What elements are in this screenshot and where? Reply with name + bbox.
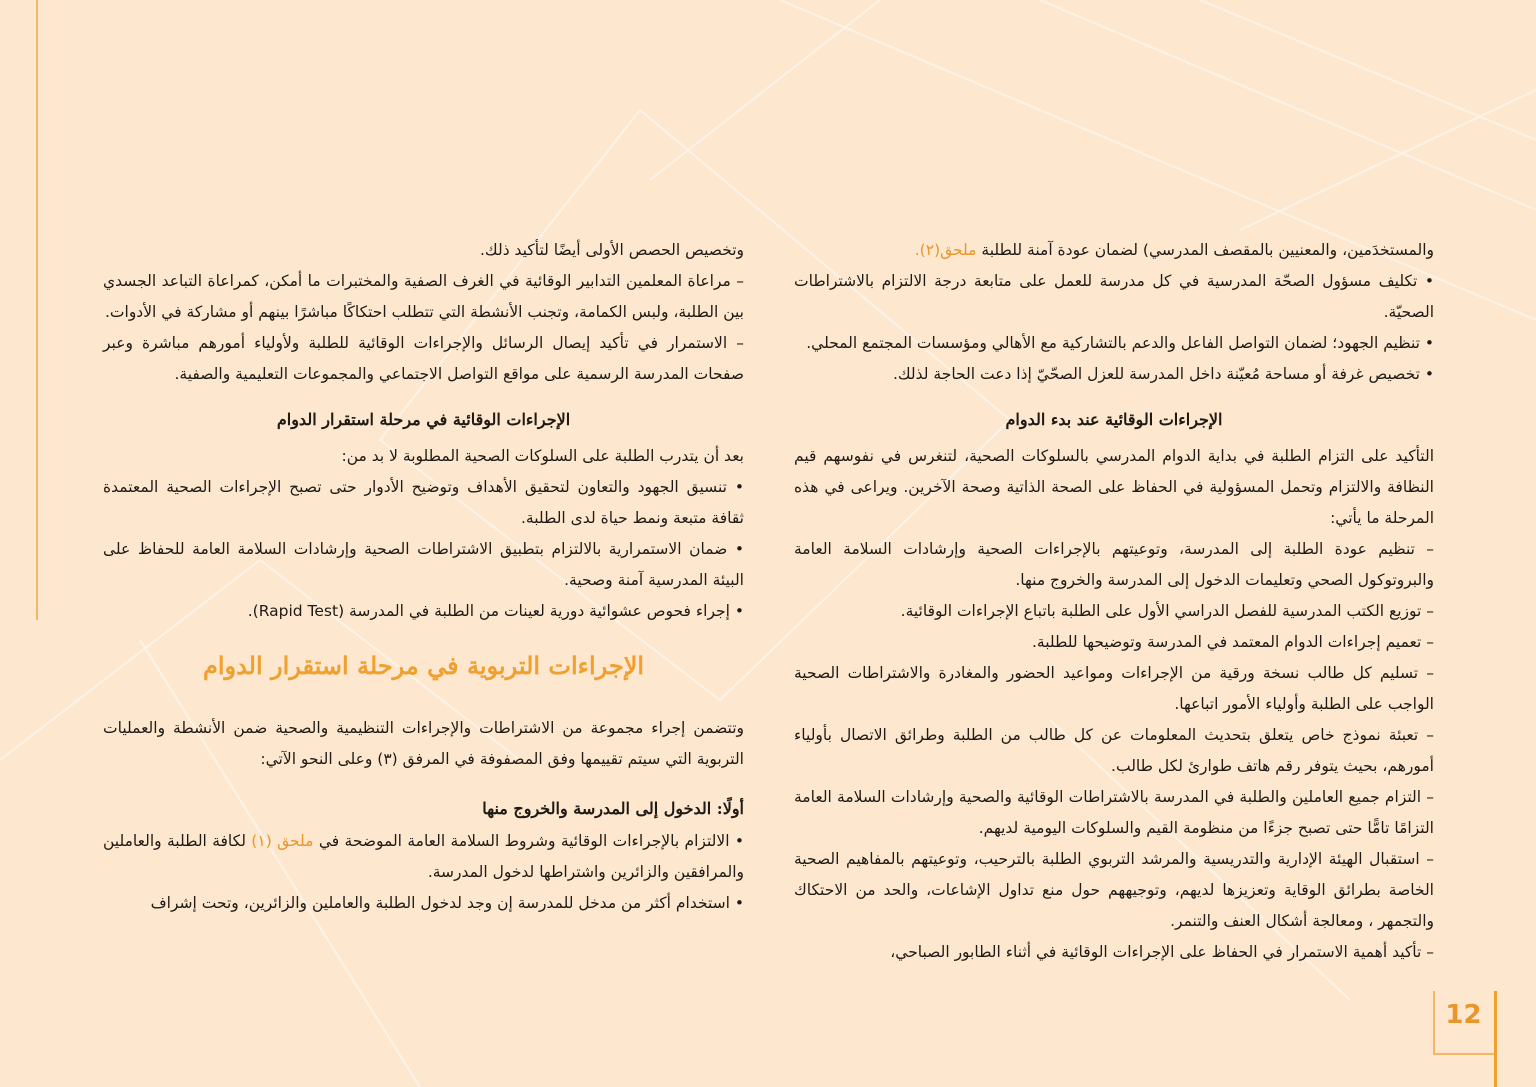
- dash-item-3: – تعميم إجراءات الدوام المعتمد في المدرسة وتوضيحها للطلبة.: [1031, 633, 1434, 651]
- entry-bullet-1-post: لكافة الطلبة والعاملين والمرافقين والزائرين واشتراطها لدخول المدرسة.: [103, 832, 744, 881]
- left-dash-item-1: – مراعاة المعلمين التدابير الوقائية في الغرف الصفية والمختبرات ما أمكن، كمراعاة التباعد الجسدي بين الطلبة، ولبس الكمامة، وتجنب الأنشطة التي تتطلب احتكاكًا مباشرًا بينهم أو مشاركة في الأدوات.: [103, 272, 744, 321]
- heading-entry-exit: أولًا: الدخول إلى المدرسة والخروج منها: [482, 799, 744, 818]
- dash-item-4: – تسليم كل طالب نسخة ورقية من الإجراءات ومواعيد الحضور والمغادرة والاشتراطات الصحية الواجب على الطلبة وأولياء الأمور اتباعها.: [794, 664, 1434, 713]
- left-bullet-1: • تنسيق الجهود والتعاون لتحقيق الأهداف وتوضيح الأدوار حتى تصبح الإجراءات الصحية المعتمدة ثقافة متبعة ونمط حياة لدى الطلبة.: [103, 478, 744, 527]
- right-column: [794, 235, 1434, 968]
- entry-bullet-1-pre: • الالتزام بالإجراءات الوقائية وشروط السلامة العامة الموضحة في: [313, 832, 745, 850]
- annex-2-link[interactable]: ملحق(٢).: [914, 241, 977, 259]
- bullet-organize-efforts: • تنظيم الجهود؛ لضمان التواصل الفاعل والدعم بالتشاركية مع الأهالي ومؤسسات المجتمع المحلي.: [806, 334, 1434, 352]
- bullet-health-officer: • تكليف مسؤول الصحّة المدرسية في كل مدرسة للعمل على متابعة درجة الالتزام بالاشتراطات الصحيّة.: [794, 272, 1434, 321]
- dash-item-6: – التزام جميع العاملين والطلبة في المدرسة بالاشتراطات الوقائية والصحية وإرشادات السلامة العامة التزامًا تامًّا حتى تصبح جزءًا من منظومة القيم والسلوكات اليومية لديهم.: [794, 788, 1434, 837]
- bullet-isolation-room: • تخصيص غرفة أو مساحة مُعيّنة داخل المدرسة للعزل الصحّيّ إذا دعت الحاجة لذلك.: [892, 365, 1434, 383]
- page-edge-bar: [1494, 991, 1497, 1087]
- annex-1-link[interactable]: ملحق (١): [251, 832, 314, 850]
- intro-start-of-school: التأكيد على التزام الطلبة في بداية الدوام المدرسي بالسلوكات الصحية، لتنغرس في نفوسهم قيم النظافة والالتزام وتحمل المسؤولية في الحفاظ على الصحة الذاتية وصحة الآخرين. ويراعى في هذه المرحلة ما يأتي:: [794, 447, 1434, 527]
- dash-item-7: – استقبال الهيئة الإدارية والتدريسية والمرشد التربوي الطلبة بالترحيب، وتوعيتهم بالمفاهيم الصحية الخاصة بطرائق الوقاية وتعزيزها لديهم، وتوجيههم حول منع تداول الإشاعات، والحد من الاحتكاك والتجمهر ، ومعالجة أشكال العنف والتنمر.: [794, 850, 1434, 930]
- right-paragraph-1: [794, 235, 1434, 266]
- right-p1-text: والمستخدَمين، والمعنيين بالمقصف المدرسي) لضمان عودة آمنة للطلبة: [976, 241, 1434, 259]
- entry-bullet-1: [103, 826, 744, 888]
- heading-start-of-school: الإجراءات الوقائية عند بدء الدوام: [1005, 410, 1223, 429]
- left-column: [103, 235, 744, 919]
- dash-item-1: – تنظيم عودة الطلبة إلى المدرسة، وتوعيتهم بالإجراءات الصحية وإرشادات السلامة العامة والبروتوكول الصحي وتعليمات الدخول إلى المدرسة والخروج منها.: [794, 540, 1434, 589]
- dash-item-2: – توزيع الكتب المدرسية للفصل الدراسي الأول على الطلبة باتباع الإجراءات الوقائية.: [900, 602, 1434, 620]
- intro-stable-phase: بعد أن يتدرب الطلبة على السلوكات الصحية المطلوبة لا بد من:: [341, 447, 744, 465]
- heading-stable-phase: الإجراءات الوقائية في مرحلة استقرار الدوام: [276, 410, 571, 429]
- left-line-1: وتخصيص الحصص الأولى أيضًا لتأكيد ذلك.: [480, 241, 744, 259]
- left-bullet-2: • ضمان الاستمرارية بالالتزام بتطبيق الاشتراطات الصحية وإرشادات السلامة العامة للحفاظ على البيئة المدرسية آمنة وصحية.: [103, 540, 744, 589]
- educational-intro: وتتضمن إجراء مجموعة من الاشتراطات والإجراءات التنظيمية والصحية ضمن الأنشطة والعمليات التربوية التي سيتم تقييمها وفق المصفوفة في المرفق (٣) وعلى النحو الآتي:: [103, 719, 744, 768]
- page-number: 12: [1445, 1000, 1482, 1030]
- dash-item-5: – تعبئة نموذج خاص يتعلق بتحديث المعلومات عن كل طالب من الطلبة وطرائق الاتصال بأولياء أمورهم، بحيث يتوفر رقم هاتف طوارئ لكل طالب.: [794, 726, 1434, 775]
- left-bullet-3: • إجراء فحوص عشوائية دورية لعينات من الطلبة في المدرسة (Rapid Test).: [247, 602, 744, 620]
- dash-item-8: – تأكيد أهمية الاستمرار في الحفاظ على الإجراءات الوقائية في أثناء الطابور الصباحي،: [890, 943, 1434, 961]
- big-heading-educational-procedures: الإجراءات التربوية في مرحلة استقرار الدوام: [202, 651, 645, 680]
- left-vertical-rule: [36, 0, 38, 620]
- left-dash-item-2: – الاستمرار في تأكيد إيصال الرسائل والإجراءات الوقائية للطلبة ولأولياء أمورهم مباشرة وعبر صفحات المدرسة الرسمية على مواقع التواصل الاجتماعي والمجموعات التعليمية والصفية.: [103, 334, 744, 383]
- entry-bullet-2: • استخدام أكثر من مدخل للمدرسة إن وجد لدخول الطلبة والعاملين والزائرين، وتحت إشراف: [150, 894, 744, 912]
